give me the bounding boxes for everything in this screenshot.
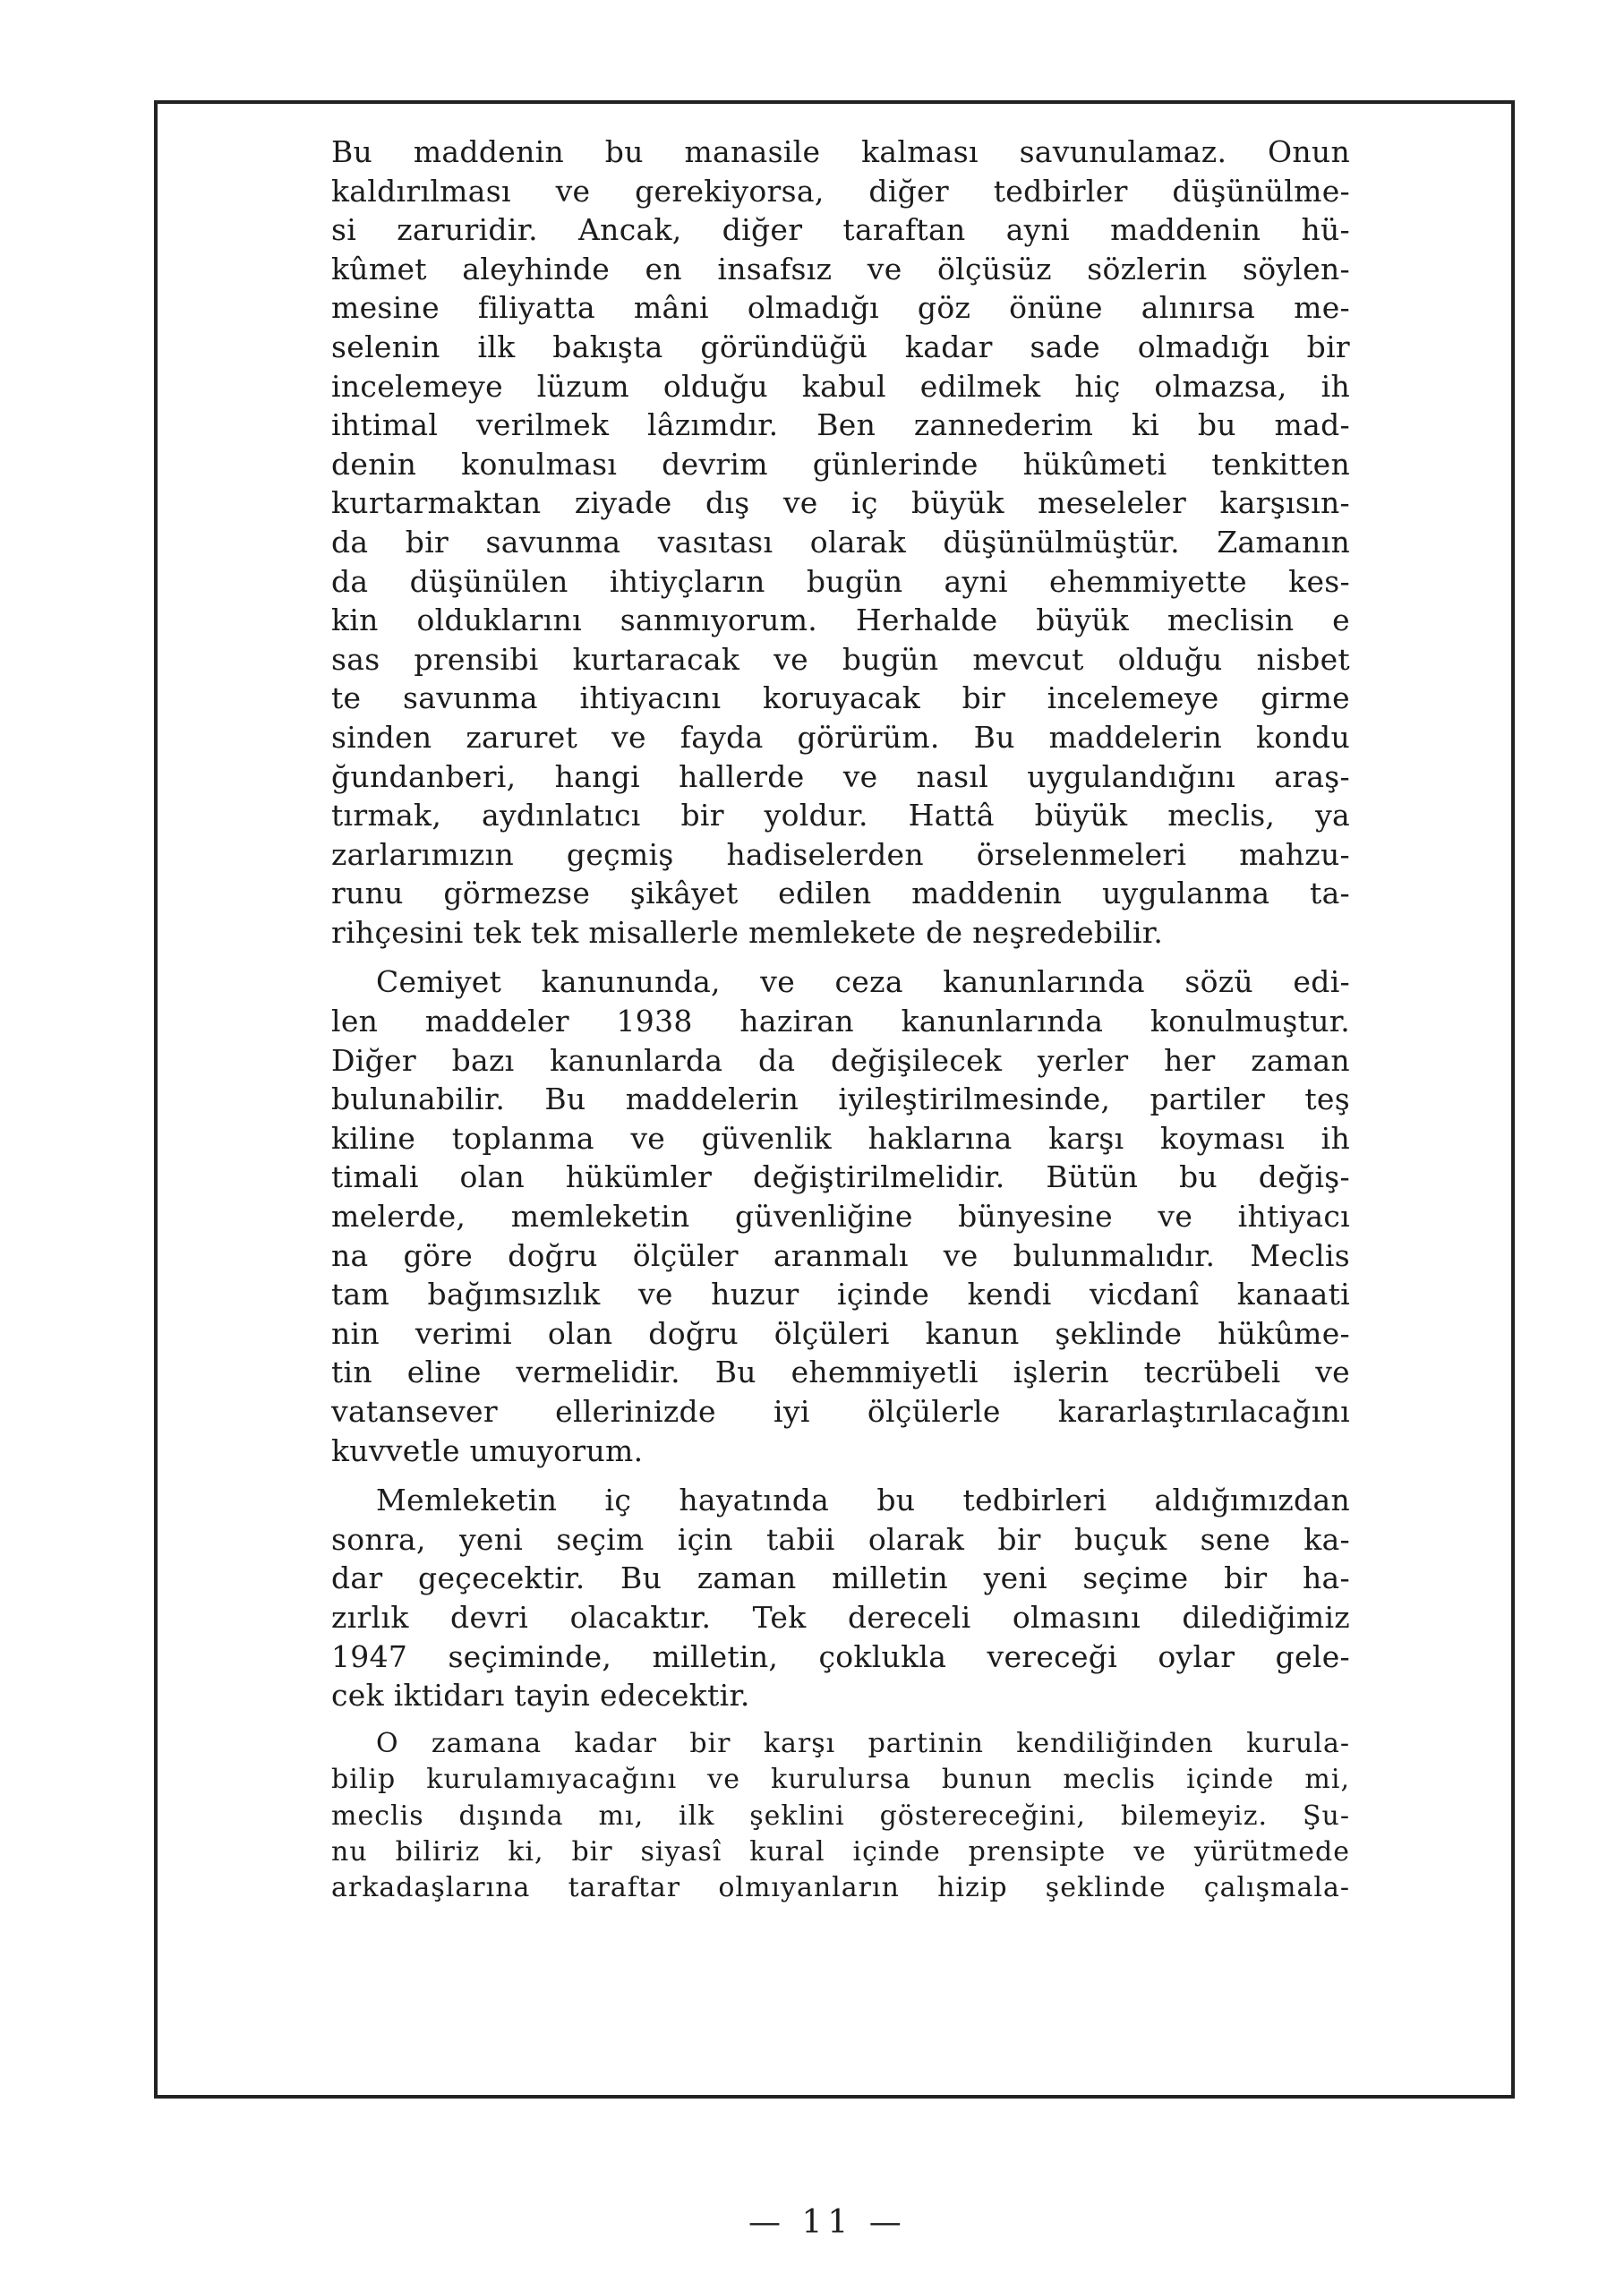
text-line: ihtimal verilmek lâzımdır. Ben zannederim ki bu mad- <box>331 407 1350 443</box>
text-line: da düşünülen ihtiyçların bugün ayni ehemmiyette kes- <box>331 563 1350 599</box>
text-line: zırlık devri olacaktır. Tek dereceli olmasını dilediğimiz <box>331 1599 1350 1635</box>
text-line: sinden zaruret ve fayda görürüm. Bu maddelerin kondu <box>331 719 1350 755</box>
text-line: incelemeye lüzum olduğu kabul edilmek hiç olmazsa, ih <box>331 368 1350 404</box>
paragraph-gap <box>331 952 1350 962</box>
text-line: dar geçecektir. Bu zaman milletin yeni seçime bir ha- <box>331 1560 1350 1596</box>
paragraph <box>331 133 1350 952</box>
text-line: kûmet aleyhinde en insafsız ve ölçüsüz sözlerin söylen- <box>331 251 1350 286</box>
page-number: — 11 — <box>748 2204 907 2241</box>
text-line: kuvvetle umuyorum. <box>331 1432 644 1468</box>
text-line: tam bağımsızlık ve huzur içinde kendi vicdanî kanaati <box>331 1277 1350 1312</box>
text-line: cek iktidarı tayin edecektir. <box>331 1678 750 1714</box>
text-line: vatansever ellerinizde iyi ölçülerle kararlaştırılacağını <box>331 1394 1350 1429</box>
text-line: sonra, yeni seçim için tabii olarak bir buçuk sene ka- <box>331 1521 1350 1557</box>
text-line: O zamana kadar bir karşı partinin kendiliğinden kurula- <box>376 1727 1350 1759</box>
paragraph-gap <box>331 1715 1350 1726</box>
text-line: Cemiyet kanununda, ve ceza kanunlarında sözü edi- <box>376 964 1350 1000</box>
text-line: si zaruridir. Ancak, diğer taraftan ayni maddenin hü- <box>331 212 1350 248</box>
text-line: da bir savunma vasıtası olarak düşünülmüştür. Zamanın <box>331 524 1350 560</box>
text-line: mesine filiyatta mâni olmadığı göz önüne alınırsa me- <box>331 290 1350 326</box>
paragraph <box>331 962 1350 1470</box>
text-line: bulunabilir. Bu maddelerin iyileştirilmesinde, partiler teş <box>331 1081 1350 1117</box>
text-line: Diğer bazı kanunlarda da değişilecek yerler her zaman <box>331 1042 1350 1078</box>
text-line: kaldırılması ve gerekiyorsa, diğer tedbirler düşünülme- <box>331 173 1350 209</box>
text-line: Bu maddenin bu manasile kalması savunulamaz. Onun <box>331 134 1350 169</box>
text-line: melerde, memleketin güvenliğine bünyesine ve ihtiyacı <box>331 1199 1350 1235</box>
text-line: kurtarmaktan ziyade dış ve iç büyük meseleler karşısın- <box>331 485 1350 521</box>
text-line: runu görmezse şikâyet edilen maddenin uygulanma ta- <box>331 876 1350 911</box>
text-line: len maddeler 1938 haziran kanunlarında konulmuştur. <box>331 1004 1350 1039</box>
text-line: nin verimi olan doğru ölçüleri kanun şeklinde hükûme- <box>331 1315 1350 1351</box>
text-line: 1947 seçiminde, milletin, çoklukla vereceği oylar gele- <box>331 1638 1350 1674</box>
text-line: te savunma ihtiyacını koruyacak bir incelemeye girme <box>331 680 1350 716</box>
text-line: na göre doğru ölçüler aranmalı ve bulunmalıdır. Meclis <box>331 1237 1350 1273</box>
paragraph <box>331 1726 1350 1907</box>
text-line: Memleketin iç hayatında bu tedbirleri aldığımızdan <box>376 1483 1350 1518</box>
text-line: bilip kurulamıyacağını ve kurulursa bunun meclis içinde mi, <box>331 1764 1350 1796</box>
text-line: kiline toplanma ve güvenlik haklarına karşı koyması ih <box>331 1120 1350 1156</box>
text-line: tırmak, aydınlatıcı bir yoldur. Hattâ büyük meclis, ya <box>331 798 1350 834</box>
text-line: meclis dışında mı, ilk şeklini göstereceğini, bilemeyiz. Şu- <box>331 1800 1350 1832</box>
paragraph <box>331 1481 1350 1715</box>
text-line: zarlarımızın geçmiş hadiselerden örselenmeleri mahzu- <box>331 836 1350 872</box>
text-line: nu biliriz ki, bir siyasî kural içinde prensipte ve yürütmede <box>331 1835 1350 1868</box>
text-line: kin olduklarını sanmıyorum. Herhalde büyük meclisin e <box>331 603 1350 638</box>
text-line: sas prensibi kurtaracak ve bugün mevcut olduğu nisbet <box>331 641 1350 677</box>
text-line: selenin ilk bakışta göründüğü kadar sade olmadığı bir <box>331 329 1350 364</box>
text-line: arkadaşlarına taraftar olmıyanların hizip şeklinde çalışmala- <box>331 1872 1350 1904</box>
body-text <box>331 133 1350 1907</box>
text-line: rihçesini tek tek misallerle memlekete de neşredebilir. <box>331 914 1164 950</box>
paragraph-gap <box>331 1470 1350 1481</box>
text-line: timali olan hükümler değiştirilmelidir. Bütün bu değiş- <box>331 1159 1350 1195</box>
text-line: denin konulması devrim günlerinde hükûmeti tenkitten <box>331 446 1350 482</box>
text-line: ğundanberi, hangi hallerde ve nasıl uygulandığını araş- <box>331 758 1350 794</box>
text-line: tin eline vermelidir. Bu ehemmiyetli işlerin tecrübeli ve <box>331 1355 1350 1390</box>
